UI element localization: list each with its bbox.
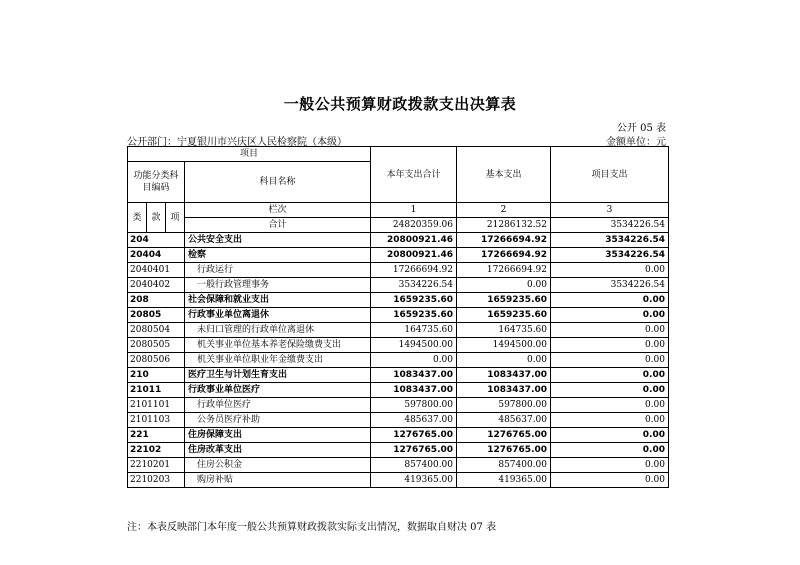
table-row: [128, 248, 669, 263]
row-project: 0.00: [551, 263, 669, 278]
row-total: 0.00: [371, 353, 457, 368]
row-code: 2080505: [128, 338, 185, 353]
page-title: 一般公共预算财政拨款支出决算表: [283, 95, 517, 113]
kuan-header: 款: [147, 203, 166, 233]
row-subject-name: 检察: [185, 248, 371, 263]
table-row: [128, 458, 669, 473]
total-row-label: 合计: [185, 218, 371, 233]
budget-table: [127, 146, 669, 488]
row-total: 1083437.00: [371, 383, 457, 398]
row-basic: 0.00: [457, 278, 551, 293]
project-exp-header: 项目支出: [551, 147, 669, 203]
row-project: 0.00: [551, 293, 669, 308]
row-code: 2101101: [128, 398, 185, 413]
department-label: 公开部门：宁夏银川市兴庆区人民检察院（本级）: [127, 137, 347, 148]
row-total: 3534226.54: [371, 278, 457, 293]
row-basic: 1083437.00: [457, 383, 551, 398]
column-number-row: [128, 203, 669, 218]
xiang-header: 项: [166, 203, 185, 233]
row-basic: 1276765.00: [457, 428, 551, 443]
row-total: 1494500.00: [371, 338, 457, 353]
row-code: 22102: [128, 443, 185, 458]
row-project: 0.00: [551, 413, 669, 428]
row-total: 1659235.60: [371, 308, 457, 323]
row-total: 1276765.00: [371, 428, 457, 443]
row-subject-name: 行政事业单位医疗: [185, 383, 371, 398]
table-row: [128, 233, 669, 248]
row-code: 204: [128, 233, 185, 248]
footnote: 注：本表反映部门本年度一般公共预算财政拨款实际支出情况，数据取自财决 07 表: [127, 522, 497, 533]
table-row: [128, 278, 669, 293]
table-row: [128, 368, 669, 383]
total-header: 本年支出合计: [371, 147, 457, 203]
row-project: 0.00: [551, 398, 669, 413]
row-code: 210: [128, 368, 185, 383]
row-total: 1659235.60: [371, 293, 457, 308]
table-row: [128, 473, 669, 488]
table-row: [128, 263, 669, 278]
row-subject-name: 医疗卫生与计划生育支出: [185, 368, 371, 383]
row-subject-name: 行政事业单位离退休: [185, 308, 371, 323]
row-basic: 17266694.92: [457, 233, 551, 248]
row-basic: 1659235.60: [457, 308, 551, 323]
row-subject-name: 一般行政管理事务: [185, 278, 371, 293]
row-subject-name: 购房补贴: [185, 473, 371, 488]
row-subject-name: 社会保障和就业支出: [185, 293, 371, 308]
total-row-total: 24820359.06: [371, 218, 457, 233]
subject-name-header: 科目名称: [185, 162, 371, 203]
class-header: 类: [128, 203, 147, 233]
row-total: 485637.00: [371, 413, 457, 428]
row-total: 419365.00: [371, 473, 457, 488]
row-subject-name: 机关事业单位职业年金缴费支出: [185, 353, 371, 368]
row-total: 17266694.92: [371, 263, 457, 278]
row-basic: 17266694.92: [457, 248, 551, 263]
row-code: 2040402: [128, 278, 185, 293]
row-code: 2080504: [128, 323, 185, 338]
row-project: 3534226.54: [551, 248, 669, 263]
row-project: 0.00: [551, 443, 669, 458]
func-code-header: 功能分类科目编码: [128, 162, 185, 203]
row-total: 857400.00: [371, 458, 457, 473]
row-project: 0.00: [551, 458, 669, 473]
table-row: [128, 383, 669, 398]
form-number: 公开 05 表: [616, 123, 666, 134]
row-subject-name: 住房保障支出: [185, 428, 371, 443]
row-code: 2210203: [128, 473, 185, 488]
row-subject-name: 住房公积金: [185, 458, 371, 473]
table-row: [128, 413, 669, 428]
row-project: 0.00: [551, 308, 669, 323]
total-row-project: 3534226.54: [551, 218, 669, 233]
row-project: 3534226.54: [551, 278, 669, 293]
table-row: [128, 428, 669, 443]
project-header: 项目: [128, 147, 371, 162]
row-code: 2080506: [128, 353, 185, 368]
row-subject-name: 公共安全支出: [185, 233, 371, 248]
table-row: [128, 323, 669, 338]
column-number-label: 栏次: [185, 203, 371, 218]
row-total: 1083437.00: [371, 368, 457, 383]
row-code: 20805: [128, 308, 185, 323]
row-total: 597800.00: [371, 398, 457, 413]
row-project: 3534226.54: [551, 233, 669, 248]
row-basic: 1659235.60: [457, 293, 551, 308]
row-subject-name: 机关事业单位基本养老保险缴费支出: [185, 338, 371, 353]
table-row: [128, 353, 669, 368]
row-project: 0.00: [551, 428, 669, 443]
col-number-3: 3: [551, 203, 669, 218]
row-total: 1276765.00: [371, 443, 457, 458]
row-project: 0.00: [551, 383, 669, 398]
col-number-1: 1: [371, 203, 457, 218]
row-code: 208: [128, 293, 185, 308]
row-total: 20800921.46: [371, 233, 457, 248]
table-row: [128, 338, 669, 353]
row-project: 0.00: [551, 353, 669, 368]
row-project: 0.00: [551, 338, 669, 353]
row-basic: 1276765.00: [457, 443, 551, 458]
table-row: [128, 398, 669, 413]
amount-unit-label: 金额单位：元: [606, 137, 666, 148]
row-basic: 857400.00: [457, 458, 551, 473]
row-basic: 419365.00: [457, 473, 551, 488]
basic-header: 基本支出: [457, 147, 551, 203]
row-code: 20404: [128, 248, 185, 263]
table-row: [128, 443, 669, 458]
row-project: 0.00: [551, 368, 669, 383]
row-basic: 485637.00: [457, 413, 551, 428]
row-total: 20800921.46: [371, 248, 457, 263]
row-code: 221: [128, 428, 185, 443]
row-subject-name: 行政运行: [185, 263, 371, 278]
row-code: 2101103: [128, 413, 185, 428]
header-row-1: [128, 147, 669, 162]
row-basic: 17266694.92: [457, 263, 551, 278]
row-project: 0.00: [551, 323, 669, 338]
row-basic: 597800.00: [457, 398, 551, 413]
row-project: 0.00: [551, 473, 669, 488]
total-row: [128, 218, 669, 233]
row-basic: 164735.60: [457, 323, 551, 338]
table-row: [128, 293, 669, 308]
total-row-basic: 21286132.52: [457, 218, 551, 233]
col-number-2: 2: [457, 203, 551, 218]
row-basic: 1494500.00: [457, 338, 551, 353]
row-code: 2040401: [128, 263, 185, 278]
row-basic: 0.00: [457, 353, 551, 368]
row-subject-name: 公务员医疗补助: [185, 413, 371, 428]
row-code: 21011: [128, 383, 185, 398]
row-basic: 1083437.00: [457, 368, 551, 383]
row-subject-name: 未归口管理的行政单位离退休: [185, 323, 371, 338]
row-subject-name: 住房改革支出: [185, 443, 371, 458]
table-row: [128, 308, 669, 323]
row-total: 164735.60: [371, 323, 457, 338]
row-subject-name: 行政单位医疗: [185, 398, 371, 413]
row-code: 2210201: [128, 458, 185, 473]
